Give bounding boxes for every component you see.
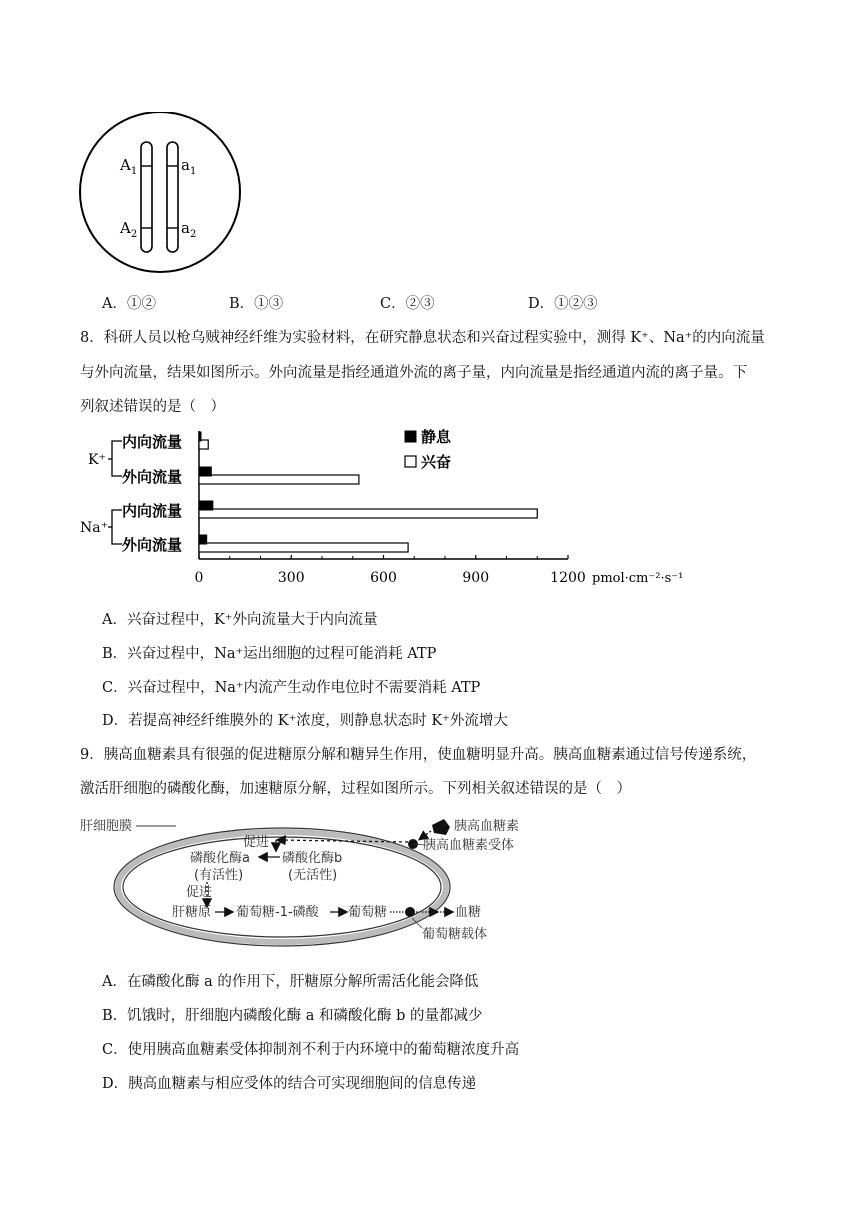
q8-option-b: B．兴奋过程中，Na⁺运出细胞的过程可能消耗 ATP xyxy=(102,646,437,662)
q9-stem-line-1: 9．胰高血糖素具有很强的促进糖原分解和糖异生作用，使血糖明显升高。胰高血糖素通过信号传递系统， xyxy=(80,747,757,763)
glucagon-pathway-diagram xyxy=(80,810,560,960)
q9-option-a: A．在磷酸化酶 a 的作用下，肝糖原分解所需活化能会降低 xyxy=(102,974,479,990)
carrier-label: 葡萄糖载体 xyxy=(422,927,488,942)
gene-label-A2: $A_2$ xyxy=(120,219,138,240)
ion-flux-chart xyxy=(78,425,698,587)
glucagon-molecule xyxy=(432,819,450,835)
x-tick-label: 300 xyxy=(277,570,305,586)
legend-label-excite: 兴奋 xyxy=(421,453,452,471)
bar-excite xyxy=(199,543,408,552)
q7-option-b: B．①③ xyxy=(229,296,284,312)
cell-outline xyxy=(80,112,240,272)
q8-option-a: A．兴奋过程中，K⁺外向流量大于内向流量 xyxy=(102,612,378,628)
x-tick-label: 600 xyxy=(370,570,397,586)
glucose-label: 葡萄糖 xyxy=(348,905,388,920)
blood-glucose-label: 血糖 xyxy=(455,905,482,920)
q9-option-c: C．使用胰高血糖素受体抑制剂不利于内环境中的葡萄糖浓度升高 xyxy=(102,1042,520,1058)
glycogen-label: 肝糖原 xyxy=(172,905,212,920)
q7-option-d: D．①②③ xyxy=(528,296,598,312)
promote-label-1: 促进 xyxy=(243,835,270,850)
na-bracket xyxy=(112,510,118,544)
bar-rest xyxy=(199,432,201,441)
enzyme-a-note: (有活性) xyxy=(194,868,244,883)
promote-label-2: 促进 xyxy=(186,885,213,900)
gene-label-A1: $A_1$ xyxy=(120,156,138,177)
x-tick-label: 1200 xyxy=(550,570,586,586)
bar-excite xyxy=(199,475,359,484)
g1p-label: 葡萄糖-1-磷酸 xyxy=(236,905,319,920)
receptor-label: 胰高血糖素受体 xyxy=(423,838,515,853)
x-axis-unit: pmol·cm⁻²·s⁻¹ xyxy=(592,571,684,586)
gene-label-a2: $a_2$ xyxy=(181,219,197,240)
k-group-label: K⁺ xyxy=(88,452,106,468)
category-label-na-out: 外向流量 xyxy=(122,536,183,554)
legend-label-rest: 静息 xyxy=(421,428,452,446)
bar-rest xyxy=(199,501,213,510)
q8-stem-line-2: 与外向流量，结果如图所示。外向流量是指经通道外流的离子量，内向流量是指经通道内流的离子量。下 xyxy=(80,365,747,381)
enzyme-b-note: (无活性) xyxy=(288,868,338,883)
bar-rest xyxy=(199,467,211,476)
chromosome-left xyxy=(141,142,152,252)
bar-excite xyxy=(199,509,537,518)
x-tick-label: 0 xyxy=(194,570,204,586)
gene-label-a1: $a_1$ xyxy=(181,156,197,177)
category-label-na-in: 内向流量 xyxy=(122,502,183,520)
chromosome-diagram xyxy=(78,112,248,276)
q7-option-a: A．①② xyxy=(102,296,156,312)
k-bracket xyxy=(112,441,118,476)
q9-option-b: B．饥饿时，肝细胞内磷酸化酶 a 和磷酸化酶 b 的量都减少 xyxy=(102,1008,483,1024)
category-label-k-out: 外向流量 xyxy=(122,468,183,486)
enzyme-a-label: 磷酸化酶a xyxy=(190,851,250,866)
legend-swatch-rest xyxy=(405,431,416,442)
q9-stem-line-2: 激活肝细胞的磷酸化酶，加速糖原分解，过程如图所示。下列相关叙述错误的是（ ） xyxy=(80,781,631,797)
legend-swatch-excite xyxy=(405,456,416,467)
category-label-k-in: 内向流量 xyxy=(122,433,183,451)
q8-option-d: D．若提高神经纤维膜外的 K⁺浓度，则静息状态时 K⁺外流增大 xyxy=(102,713,508,729)
q8-stem-line-3: 列叙述错误的是（ ） xyxy=(80,399,225,415)
glucagon-label: 胰高血糖素 xyxy=(454,819,520,834)
x-tick-label: 900 xyxy=(462,570,490,586)
na-group-label: Na⁺ xyxy=(80,520,108,536)
q8-stem-line-1: 8．科研人员以枪乌贼神经纤维为实验材料，在研究静息状态和兴奋过程实验中，测得 K⁺、Na⁺的内向流量 xyxy=(80,330,765,346)
q7-option-c: C．②③ xyxy=(380,296,435,312)
chromosome-right xyxy=(167,142,178,252)
q8-option-c: C．兴奋过程中，Na⁺内流产生动作电位时不需要消耗 ATP xyxy=(102,680,481,696)
bar-rest xyxy=(199,535,207,544)
membrane-label: 肝细胞膜 xyxy=(80,819,133,834)
q9-option-d: D．胰高血糖素与相应受体的结合可实现细胞间的信息传递 xyxy=(102,1076,477,1092)
enzyme-b-label: 磷酸化酶b xyxy=(282,851,343,866)
glucose-carrier xyxy=(405,907,415,917)
